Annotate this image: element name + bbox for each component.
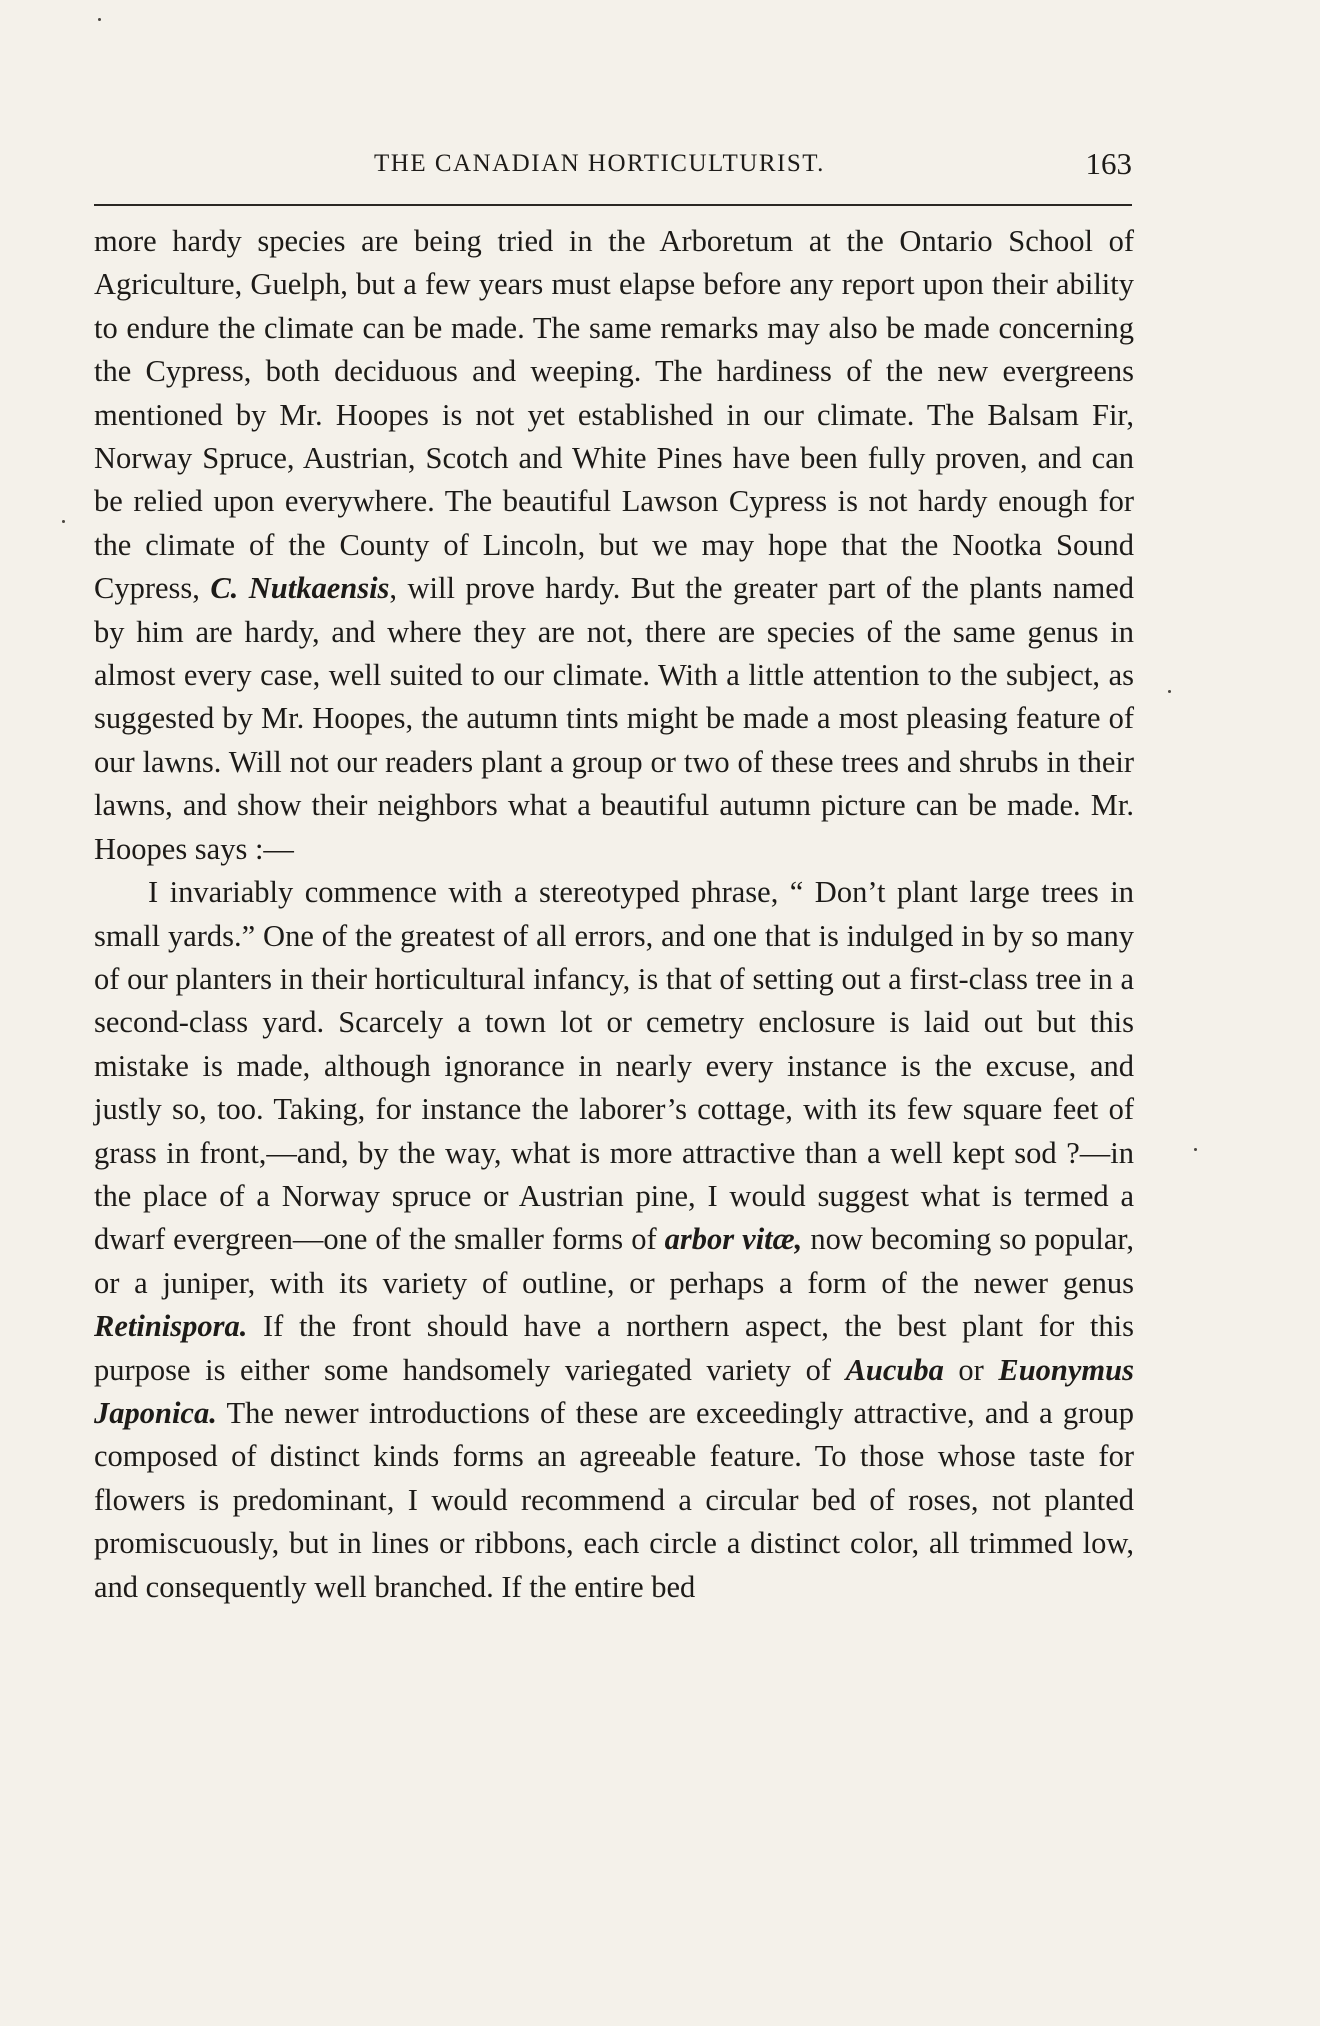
- paragraph-editorial: [94, 220, 1134, 871]
- paragraph-editorial-part-1: more hardy species are being tried in the Arboretum at the Ontario School of Agriculture, Guelph, but a few years must elapse before any report upon their ability to endure the climate can be made. The same remarks may also be made concerning the Cypress, both deciduous and weeping. The hardiness of the new evergreens mentioned by Mr. Hoopes is not yet established in our climate. The Balsam Fir, Norway Spruce, Austrian, Scotch and White Pines have been fully proven, and can be relied upon everywhere. The beautiful Lawson Cypress is not hardy enough for the climate of the County of Lincoln, but we may hope that the Nootka Sound Cypress,: [94, 224, 1134, 606]
- species-name-aucuba: Aucuba: [845, 1352, 944, 1387]
- paragraph-quote-part-2: now becoming so popular, or a juniper, with its variety of outline, or perhaps a form of the newer genus: [94, 1222, 1134, 1300]
- paragraph-quote-part-3: If the front should have a northern aspect, the best plant for this purpose is either some handsomely variegated variety of: [94, 1309, 1134, 1387]
- paper-speck: [62, 520, 65, 523]
- paragraph-quote-part-4: or: [943, 1352, 999, 1387]
- paragraph-quote-part-1: I invariably commence with a stereotyped phrase, “ Don’t plant large trees in small yards.” One of the greatest of all errors, and one that is indulged in by so many of our planters in their horticultural infancy, is that of setting out a first-class tree in a second-class yard. Scarcely a town lot or cemetry enclosure is laid out but this mistake is made, although ignorance in nearly every instance is the excuse, and justly so, too. Taking, for instance the laborer’s cottage, with its few square feet of grass in front,—and, by the way, what is more attractive than a well kept sod ?—in the place of a Norway spruce or Austrian pine, I would suggest what is termed a dwarf evergreen—one of the smaller forms of: [94, 875, 1134, 1257]
- species-name-euonymus: Euonymus Japonica.: [94, 1352, 1134, 1430]
- header-rule: [94, 204, 1132, 206]
- paragraph-quote-part-5: The newer introductions of these are exceedingly attractive, and a group composed of distinct kinds forms an agreeable feature. To those whose taste for flowers is predominant, I would recommend a circular bed of roses, not planted promiscuously, but in lines or ribbons, each circle a distinct color, all trimmed low, and consequently well branched. If the entire bed: [94, 1395, 1134, 1604]
- paragraph-editorial-part-2: , will prove hardy. But the greater part of the plants named by him are hardy, and where they are not, there are species of the same genus in almost every case, well suited to our climate. With a little attention to the subject, as suggested by Mr. Hoopes, the autumn tints might be made a most pleasing feature of our lawns. Will not our readers plant a group or two of these trees and shrubs in their lawns, and show their neighbors what a beautiful autumn picture can be made. Mr. Hoopes says :—: [94, 571, 1134, 866]
- running-title: THE CANADIAN HORTICULTURIST.: [374, 150, 825, 177]
- paper-speck: [98, 18, 101, 21]
- species-name-arbor-vitae: arbor vitæ,: [664, 1222, 803, 1257]
- page-header: [94, 146, 1132, 186]
- species-name-nutkaensis: C. Nutkaensis: [210, 571, 390, 606]
- paper-speck: [1194, 1148, 1197, 1151]
- page-number: 163: [1085, 146, 1132, 181]
- paper-speck: [1168, 690, 1171, 693]
- body-text: [94, 220, 1134, 1609]
- paragraph-quote: [94, 871, 1134, 1609]
- species-name-retinispora: Retinispora.: [94, 1309, 248, 1344]
